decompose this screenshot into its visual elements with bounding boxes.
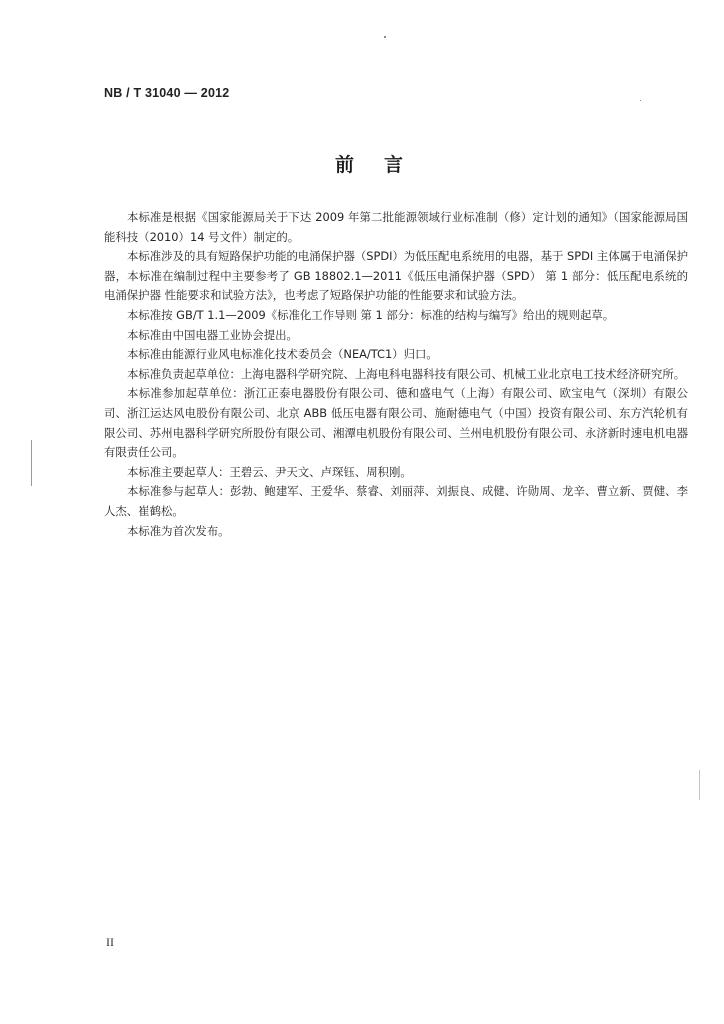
paragraph-main-drafters: 本标准主要起草人：王碧云、尹天文、卢琛钰、周积刚。 [127,464,412,479]
paragraph-centralized: 本标准由能源行业风电标准化技术委员会（NEA/TC1）归口。 [127,347,438,362]
page-title: 前言 [334,154,433,176]
paragraph-first-release: 本标准为首次发布。 [127,523,230,538]
paragraph-scope: 本标准涉及的具有短路保护功能的电涌保护器（SPDI）为低压配电系统用的电器，基于 SPDI 主体属于电涌保护器，本标准在编制过程中主要参考了 GB 18802.1—2011《低压电涌保护器（SPD） 第 1 部分：低压配电系统的电涌保护器 性能要求和试验方法》，也考虑了短路保护功能的性能要求和试验方法。 [104,249,688,303]
scan-speck [640,100,641,101]
binding-mark [699,770,700,800]
paragraph-plan-basis: 本标准是根据《国家能源局关于下达 2009 年第二批能源领域行业标准制（修）定计划的通知》（国家能源局国能科技（2010）14 号文件）制定的。 [104,210,688,244]
page-number: II [106,935,114,949]
binding-mark [31,440,32,486]
standard-code: NB / T 31040 — 2012 [104,86,230,100]
foreword-body [104,208,688,541]
paragraph-drafting-rules: 本标准按 GB/T 1.1—2009《标准化工作导则 第 1 部分：标准的结构与编写》给出的规则起草。 [127,307,615,322]
paragraph-participating-units: 本标准参加起草单位：浙江正泰电器股份有限公司、德和盛电气（上海）有限公司、欧宝电气（深圳）有限公司、浙江运达风电股份有限公司、北京 ABB 低压电器有限公司、施耐德电气（中国）投资有限公司、东方汽轮机有限公司、苏州电器科学研究所股份有限公司、湘潭电机股份有限公司、兰州电机股份有限公司、永济新时速电机电器有限责任公司。 [104,386,688,460]
paragraph-lead-drafter: 本标准负责起草单位：上海电器科学研究院、上海电科电器科技有限公司、机械工业北京电工技术经济研究所。 [127,366,686,381]
paragraph-participating-drafters: 本标准参与起草人：彭勃、鲍建军、王爱华、蔡睿、刘丽萍、刘振良、成健、许勋周、龙辛、曹立新、贾健、李人杰、崔鹤松。 [104,484,688,518]
paragraph-proposer: 本标准由中国电器工业协会提出。 [127,327,298,342]
scan-speck [384,36,386,38]
